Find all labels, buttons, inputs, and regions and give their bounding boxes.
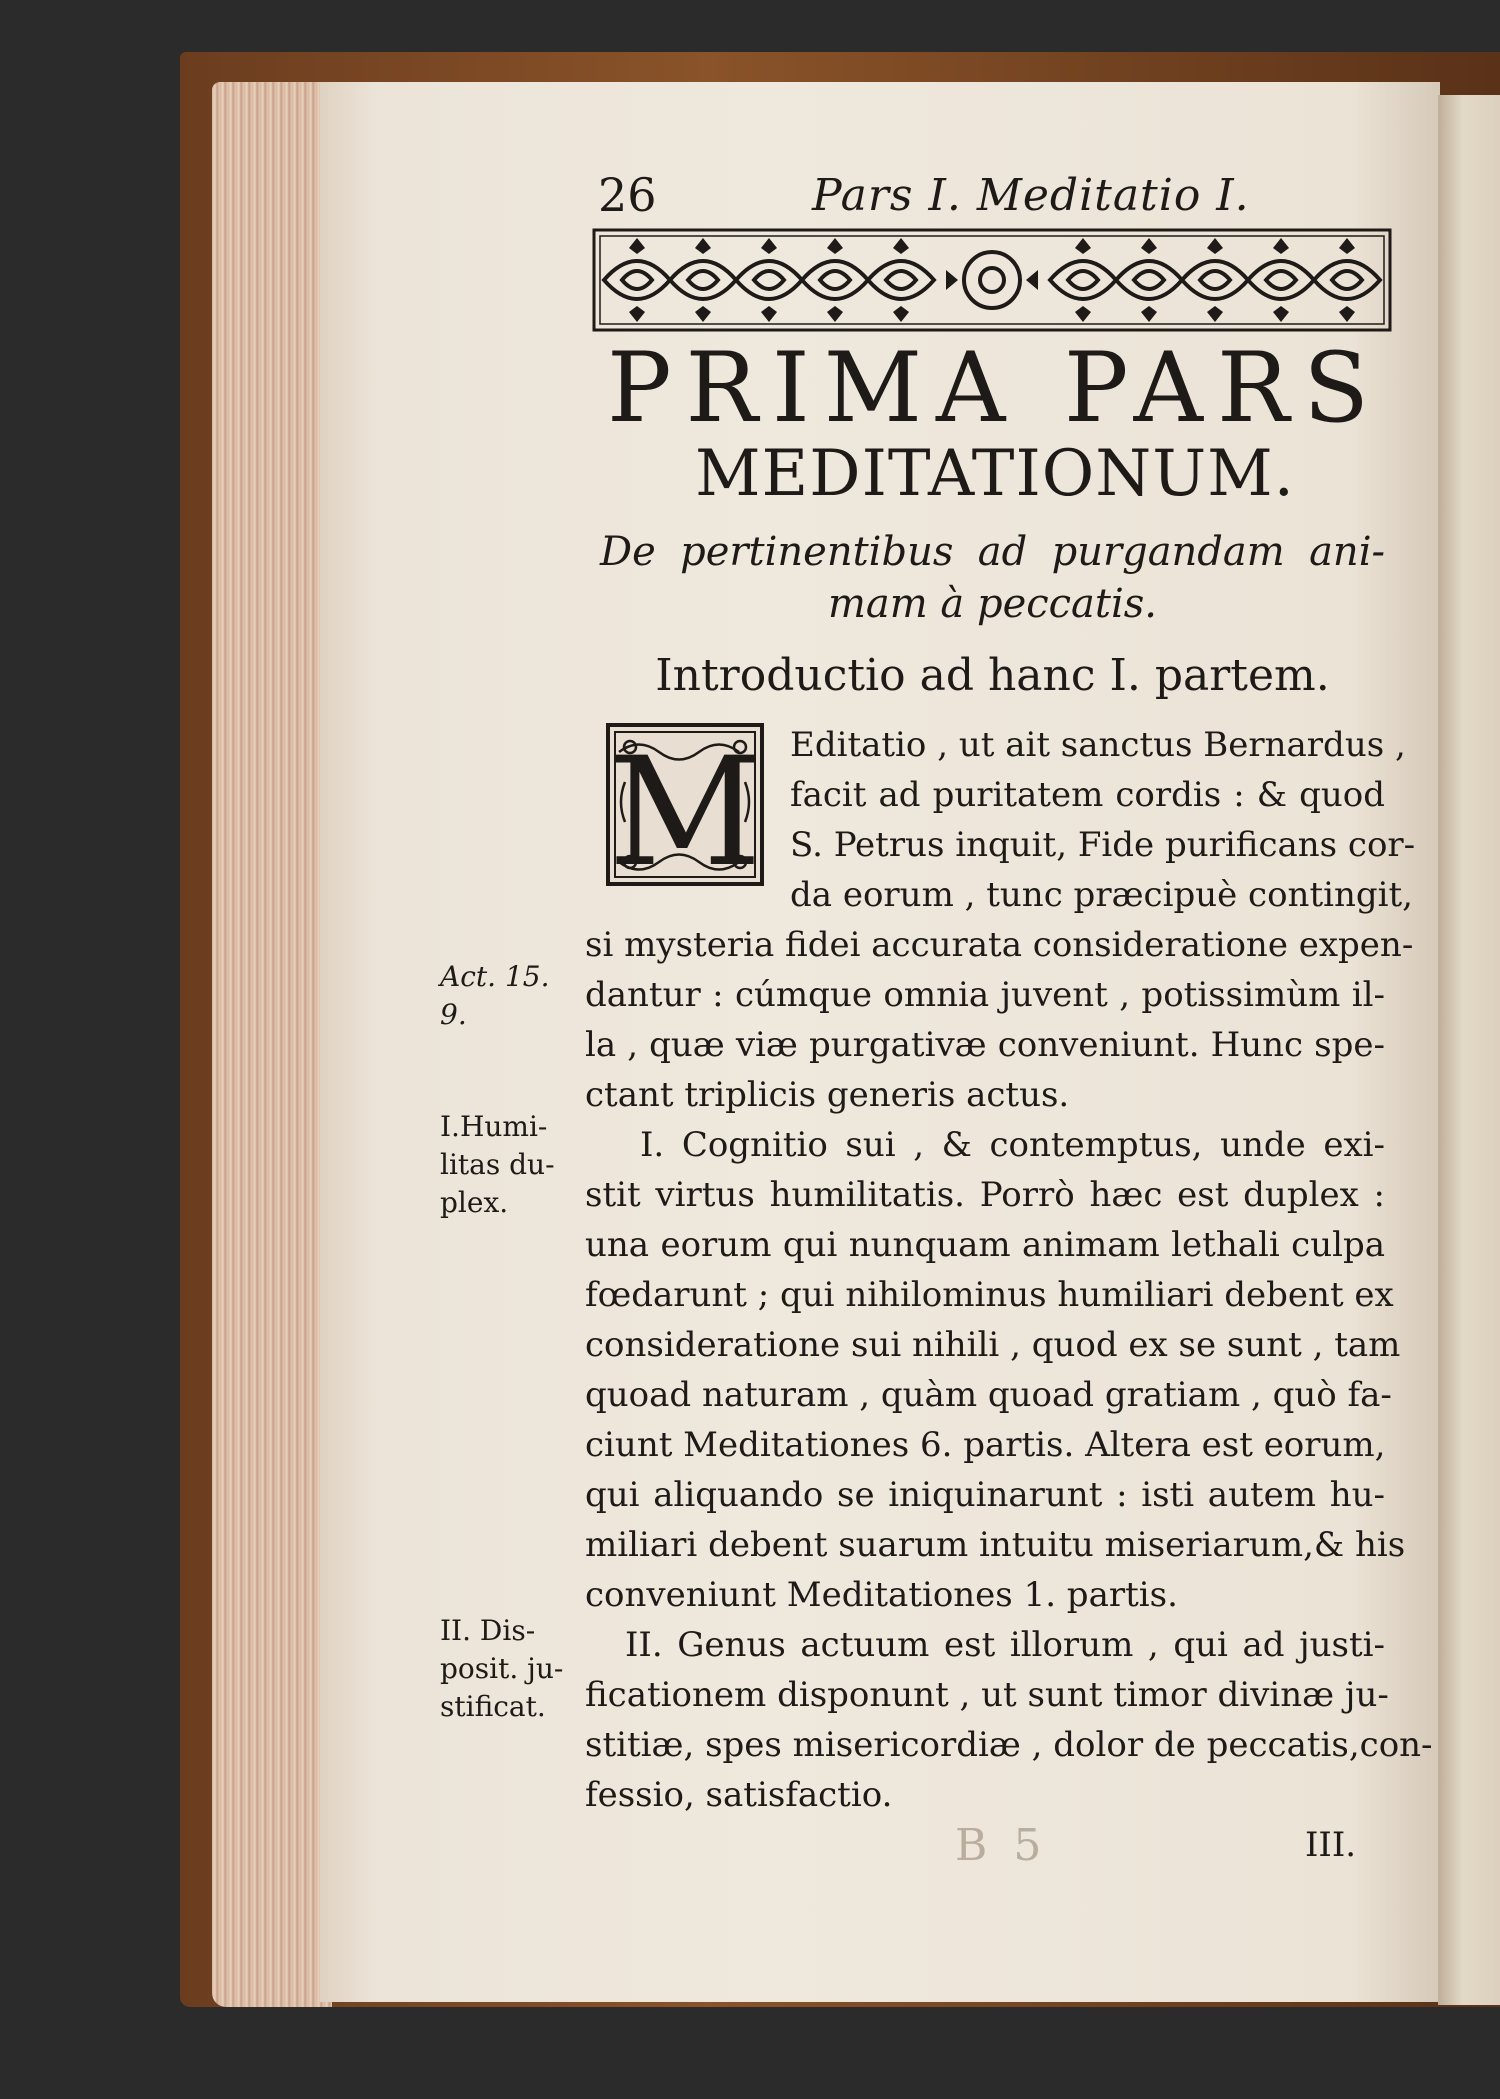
body-line: facit ad puritatem cordis : & quod [790,775,1385,815]
body-line: ctant triplicis generis actus. [585,1075,1070,1115]
body-line: stitiæ, spes misericordiæ , dolor de peccatis,con- [585,1725,1433,1765]
section-heading: Introductio ad hanc I. partem. [655,650,1330,701]
margin-note-act: Act. 15. [440,960,550,993]
body-line: II. Genus actuum est illorum , qui ad justi- [625,1625,1385,1665]
body-line: ficationem disponunt , ut sunt timor divinæ ju- [585,1675,1389,1715]
body-line: si mysteria fidei accurata consideratione expen- [585,925,1414,965]
signature-mark: B 5 [955,1820,1048,1871]
margin-note-disposit: stificat. [440,1690,546,1723]
body-line-text: S. Petrus inquit, Fide purificans cor- [790,825,1416,865]
body-line: fessio, satisfactio. [585,1775,893,1815]
running-title: Pars I. Meditatio I. [812,170,1250,221]
body-line: dantur : cúmque omnia juvent , potissimùm il- [585,975,1385,1015]
body-line: stit virtus humilitatis. Porrò hæc est duplex : [585,1175,1385,1215]
body-line: una eorum qui nunquam animam lethali culpa [585,1225,1385,1265]
running-head [598,168,1388,224]
body-line: consideratione sui nihili , quod ex se sunt , tam [585,1325,1401,1365]
margin-note-disposit: II. Dis- [440,1614,536,1647]
margin-note-disposit: posit. ju- [440,1652,564,1685]
topic-line: De pertinentibus ad purgandam ani- [600,529,1385,575]
body-line: Editatio , ut ait sanctus Bernardus , [790,725,1406,765]
body-line: ciunt Meditationes 6. partis. Altera est eorum, [585,1425,1386,1465]
body-line: qui aliquando se iniquinarunt : isti autem hu- [585,1475,1385,1515]
catchword: III. [1305,1825,1357,1865]
body-line: da eorum , tunc præcipuè contingit, [790,875,1413,915]
main-title: PRIMA PARS [606,332,1384,444]
body-line [790,820,1416,870]
body-line: la , quæ viæ purgativæ conveniunt. Hunc spe- [585,1025,1385,1065]
subtitle: MEDITATIONUM. [695,437,1295,511]
body-line: I. Cognitio sui , & contemptus, unde exi- [640,1125,1385,1165]
decorated-initial [605,722,765,887]
ornament-headpiece [592,228,1392,332]
margin-note-humilitas: litas du- [440,1148,555,1181]
page-number: 26 [598,168,657,222]
initial-letter: M [608,726,762,887]
page-edges [212,82,332,2007]
body-line: fœdarunt ; qui nihilominus humiliari debent ex [585,1275,1394,1315]
margin-note-humilitas: I.Humi- [440,1110,548,1143]
facing-page-edge [1438,95,1500,2005]
body-line: conveniunt Meditationes 1. partis. [585,1575,1178,1615]
margin-note-humilitas: plex. [440,1186,509,1219]
body-line: miliari debent suarum intuitu miseriarum,& his [585,1525,1406,1565]
margin-note-act: 9. [440,998,467,1031]
body-line: quoad naturam , quàm quoad gratiam , quò fa- [585,1375,1392,1415]
topic-line: mam à peccatis. [827,581,1158,627]
